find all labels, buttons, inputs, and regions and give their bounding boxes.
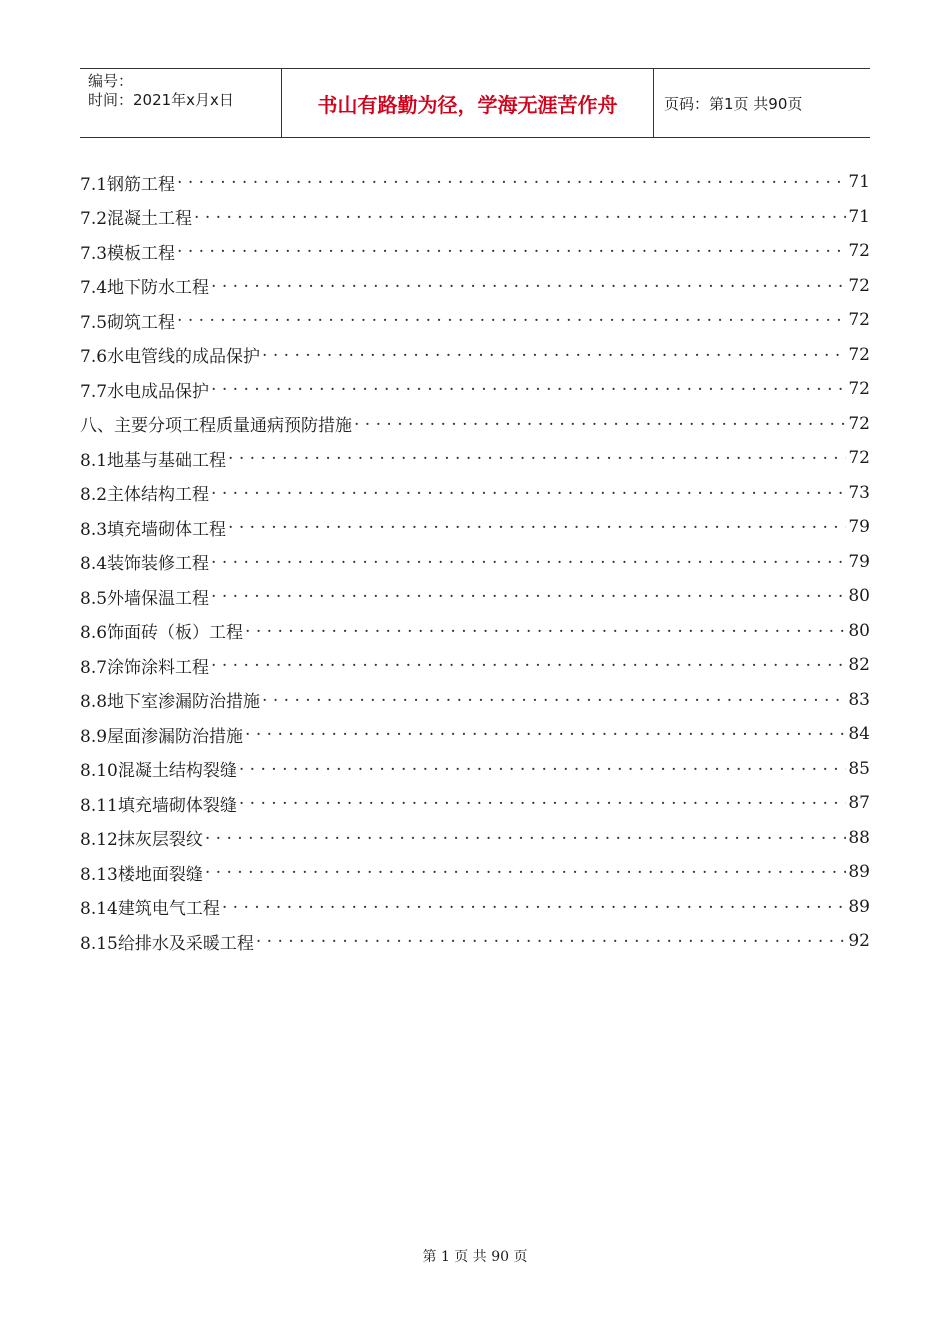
toc-entry[interactable] bbox=[80, 441, 870, 476]
toc-entry-page: 72 bbox=[848, 413, 870, 434]
toc-leader-dots bbox=[205, 828, 847, 848]
toc-entry-title: 8.13楼地面裂缝 bbox=[80, 864, 203, 885]
header-meta bbox=[80, 69, 282, 137]
toc-leader-dots bbox=[211, 655, 846, 675]
toc-entry-page: 80 bbox=[848, 620, 870, 641]
toc-entry-title: 7.5砌筑工程 bbox=[80, 312, 176, 333]
toc-leader-dots bbox=[211, 379, 846, 399]
toc-leader-dots bbox=[256, 931, 847, 951]
toc-entry[interactable] bbox=[80, 752, 870, 787]
toc-entry-page: 89 bbox=[848, 862, 870, 883]
toc-entry-title: 8.10混凝土结构裂缝 bbox=[80, 761, 237, 782]
toc-entry-title: 8.7涂饰涂料工程 bbox=[80, 657, 210, 678]
toc-entry[interactable] bbox=[80, 648, 870, 683]
page-footer: 第 1 页 共 90 页 bbox=[422, 1249, 528, 1265]
toc-entry[interactable] bbox=[80, 234, 870, 269]
toc-leader-dots bbox=[211, 586, 846, 606]
toc-entry-page: 72 bbox=[848, 241, 870, 262]
toc-entry[interactable] bbox=[80, 717, 870, 752]
toc-leader-dots bbox=[177, 172, 846, 192]
toc-leader-dots bbox=[239, 793, 847, 813]
toc-leader-dots bbox=[211, 276, 846, 296]
toc-leader-dots bbox=[228, 517, 846, 537]
toc-entry-page: 73 bbox=[848, 482, 870, 503]
toc-entry[interactable] bbox=[80, 821, 870, 856]
toc-entry-title: 7.7水电成品保护 bbox=[80, 381, 210, 402]
toc-entry[interactable] bbox=[80, 510, 870, 545]
table-of-contents bbox=[80, 165, 870, 959]
toc-entry-title: 8.11填充墙砌体裂缝 bbox=[80, 795, 237, 816]
toc-entry-page: 71 bbox=[848, 172, 870, 193]
toc-entry-title: 7.2混凝土工程 bbox=[80, 209, 193, 230]
toc-entry-page: 85 bbox=[848, 758, 870, 779]
toc-leader-dots bbox=[239, 759, 847, 779]
toc-entry-title: 8.12抹灰层裂纹 bbox=[80, 830, 203, 851]
toc-entry-title: 八、主要分项工程质量通病预防措施 bbox=[80, 416, 352, 437]
toc-entry-page: 72 bbox=[848, 448, 870, 469]
toc-entry[interactable] bbox=[80, 786, 870, 821]
toc-leader-dots bbox=[228, 448, 846, 468]
toc-entry[interactable] bbox=[80, 614, 870, 649]
toc-entry[interactable] bbox=[80, 165, 870, 200]
toc-entry-title: 7.4地下防水工程 bbox=[80, 278, 210, 299]
toc-leader-dots bbox=[245, 724, 846, 744]
header-page-info: 页码：第1页 共90页 bbox=[664, 94, 803, 113]
toc-leader-dots bbox=[262, 345, 846, 365]
toc-entry-page: 72 bbox=[848, 379, 870, 400]
toc-entry-title: 8.1地基与基础工程 bbox=[80, 450, 227, 471]
toc-entry[interactable] bbox=[80, 579, 870, 614]
toc-entry-page: 88 bbox=[848, 827, 870, 848]
toc-entry-page: 71 bbox=[848, 206, 870, 227]
toc-entry-title: 8.14建筑电气工程 bbox=[80, 899, 220, 920]
toc-entry-title: 8.15给排水及采暖工程 bbox=[80, 933, 254, 954]
toc-leader-dots bbox=[194, 207, 846, 227]
toc-entry-page: 79 bbox=[848, 517, 870, 538]
toc-entry[interactable] bbox=[80, 683, 870, 718]
toc-leader-dots bbox=[354, 414, 846, 434]
toc-entry-page: 82 bbox=[848, 655, 870, 676]
toc-leader-dots bbox=[262, 690, 846, 710]
toc-entry-page: 83 bbox=[848, 689, 870, 710]
toc-entry-page: 87 bbox=[848, 793, 870, 814]
toc-entry-page: 92 bbox=[848, 931, 870, 952]
toc-entry[interactable] bbox=[80, 200, 870, 235]
time-label: 时间：2021年x月x日 bbox=[88, 91, 234, 109]
toc-entry-title: 8.6饰面砖（板）工程 bbox=[80, 623, 244, 644]
serial-label: 编号： bbox=[88, 72, 134, 90]
toc-entry[interactable] bbox=[80, 924, 870, 959]
toc-entry[interactable] bbox=[80, 407, 870, 442]
toc-entry-title: 7.3模板工程 bbox=[80, 243, 176, 264]
toc-entry-page: 72 bbox=[848, 310, 870, 331]
toc-entry-title: 8.3填充墙砌体工程 bbox=[80, 519, 227, 540]
toc-leader-dots bbox=[211, 483, 846, 503]
header-motto: 书山有路勤为径，学海无涯苦作舟 bbox=[282, 69, 654, 137]
toc-entry-page: 89 bbox=[848, 896, 870, 917]
toc-leader-dots bbox=[211, 552, 846, 572]
toc-entry[interactable] bbox=[80, 545, 870, 580]
toc-entry-title: 7.1钢筋工程 bbox=[80, 174, 176, 195]
toc-entry[interactable] bbox=[80, 476, 870, 511]
toc-leader-dots bbox=[245, 621, 846, 641]
toc-entry-title: 8.8地下室渗漏防治措施 bbox=[80, 692, 261, 713]
toc-entry[interactable] bbox=[80, 338, 870, 373]
toc-entry-page: 84 bbox=[848, 724, 870, 745]
toc-entry[interactable] bbox=[80, 855, 870, 890]
toc-entry-title: 8.2主体结构工程 bbox=[80, 485, 210, 506]
toc-entry[interactable] bbox=[80, 269, 870, 304]
toc-entry-page: 80 bbox=[848, 586, 870, 607]
toc-entry-page: 72 bbox=[848, 344, 870, 365]
toc-entry[interactable] bbox=[80, 890, 870, 925]
toc-entry[interactable] bbox=[80, 303, 870, 338]
toc-entry-page: 79 bbox=[848, 551, 870, 572]
page-header bbox=[80, 68, 870, 138]
toc-entry-title: 8.5外墙保温工程 bbox=[80, 588, 210, 609]
toc-entry-page: 72 bbox=[848, 275, 870, 296]
toc-entry-title: 8.4装饰装修工程 bbox=[80, 554, 210, 575]
toc-leader-dots bbox=[205, 862, 847, 882]
toc-entry-title: 8.9屋面渗漏防治措施 bbox=[80, 726, 244, 747]
toc-leader-dots bbox=[177, 310, 846, 330]
toc-leader-dots bbox=[177, 241, 846, 261]
toc-entry[interactable] bbox=[80, 372, 870, 407]
toc-leader-dots bbox=[222, 897, 847, 917]
toc-entry-title: 7.6水电管线的成品保护 bbox=[80, 347, 261, 368]
